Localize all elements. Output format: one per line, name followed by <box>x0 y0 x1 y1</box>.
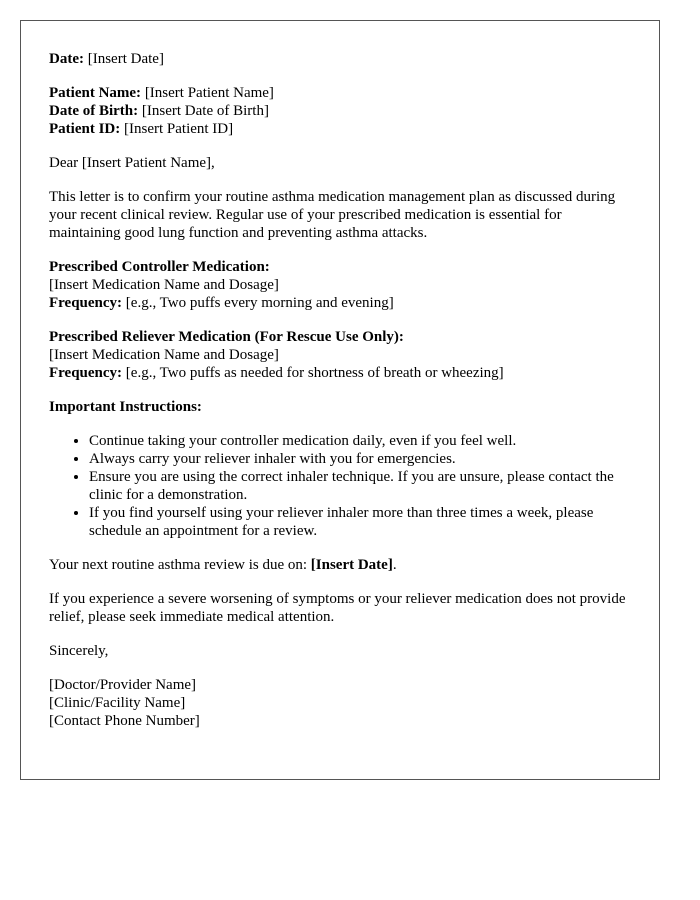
closing: Sincerely, <box>49 643 109 659</box>
reliever-section <box>49 328 631 382</box>
next-review-end: . <box>392 557 397 573</box>
controller-heading: Prescribed Controller Medication: <box>49 259 270 275</box>
next-review-line <box>49 556 631 574</box>
date-label: Date: <box>49 51 84 67</box>
instruction-item: • Continue taking your controller medication daily, even if you feel well. <box>89 432 631 450</box>
patient-id-line <box>49 120 631 138</box>
controller-section <box>49 258 631 312</box>
controller-frequency-label: Frequency: <box>49 295 123 311</box>
controller-frequency-line <box>49 294 631 312</box>
next-review-text: Your next routine asthma review is due on: <box>49 557 308 573</box>
instruction-item: • Always carry your reliever inhaler with you for emergencies. <box>89 450 631 468</box>
patient-name-value: [Insert Patient Name] <box>144 85 274 101</box>
next-review-date: [Insert Date] <box>310 557 393 573</box>
reliever-frequency-label: Frequency: <box>49 365 123 381</box>
reliever-medication: [Insert Medication Name and Dosage] <box>49 347 279 363</box>
controller-frequency-value: [e.g., Two puffs every morning and evening] <box>125 295 394 311</box>
instructions-heading: Important Instructions: <box>49 399 202 415</box>
controller-medication: [Insert Medication Name and Dosage] <box>49 277 279 293</box>
contact-phone: [Contact Phone Number] <box>49 713 200 729</box>
patient-name-label: Patient Name: <box>49 85 142 101</box>
patient-id-value: [Insert Patient ID] <box>124 121 234 137</box>
signature-block <box>49 676 631 730</box>
warning-paragraph: If you experience a severe worsening of symptoms or your reliever medication does not provide relief, please seek immediate medical attention. <box>49 591 626 625</box>
salutation: Dear [Insert Patient Name], <box>49 155 215 171</box>
dob-label: Date of Birth: <box>49 103 139 119</box>
dob-value: [Insert Date of Birth] <box>141 103 269 119</box>
instruction-item: • If you find yourself using your reliever inhaler more than three times a week, please schedule an appointment for a review. <box>89 504 631 540</box>
clinic-name: [Clinic/Facility Name] <box>49 695 186 711</box>
reliever-heading: Prescribed Reliever Medication (For Rescue Use Only): <box>49 329 404 345</box>
patient-name-line <box>49 84 631 102</box>
date-value: [Insert Date] <box>87 51 164 67</box>
date-line <box>49 50 631 68</box>
instructions-list <box>49 432 631 540</box>
letter <box>20 20 660 780</box>
provider-name: [Doctor/Provider Name] <box>49 677 197 693</box>
patient-id-label: Patient ID: <box>49 121 121 137</box>
intro-paragraph: This letter is to confirm your routine asthma medication management plan as discussed during your recent clinical review. Regular use of your prescribed medication is essential for maintaining good lung function and preventing asthma attacks. <box>49 189 616 241</box>
instruction-item: • Ensure you are using the correct inhaler technique. If you are unsure, please contact the clinic for a demonstration. <box>89 468 631 504</box>
reliever-frequency-line <box>49 364 631 382</box>
reliever-frequency-value: [e.g., Two puffs as needed for shortness of breath or wheezing] <box>125 365 504 381</box>
dob-line <box>49 102 631 120</box>
patient-details <box>49 84 631 138</box>
